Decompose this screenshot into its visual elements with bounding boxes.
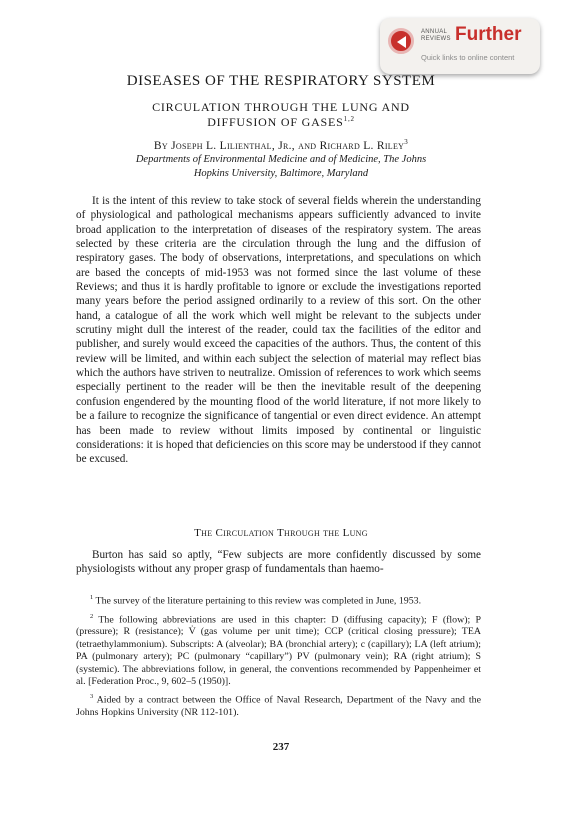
badge-further-label: Further [455, 24, 522, 45]
footnote-1: $^1$ The survey of the literature pertaining to this review was completed in June, 1953. [90, 594, 422, 607]
footnote-3: $^3$ Aided by a contract between the Office of Naval Research, Department of the Navy and the Johns Hopkins University (NR 112-101). [76, 693, 481, 719]
footnote-2: $^2$ The following abbreviations are used in this chapter: D (diffusing capacity); F (flow); P (pressure); R (resistance); V̇ (gas volume per unit time); CCP (critical closing pressure); TEA (tetraethylammonium). Subscripts: A (alveolar); BA (bronchial artery); c (capillary); LA (left atrium); PA (pulmonary artery); PC (pulmonary “capillary”) PV (pulmonary vein); RA (right atrium); S (systemic). The abbreviations follow, in general, the conventions recommended by Pappenheimer et al. [Federation Proc., 9, 602–5 (1950)]. [76, 612, 481, 688]
section-paragraph: Burton has said so aptly, “Few subjects are more confidently discussed by some physiologists without any proper grasp of fundamentals than haemo- [76, 549, 481, 576]
affiliation-line2: Hopkins University, Baltimore, Maryland [193, 168, 369, 179]
page-number: 237 [272, 741, 290, 753]
intro-paragraph: It is the intent of this review to take stock of several fields wherein the understanding of physiological and pathological mechanisms appears sufficiently advanced to invite broad application to the interpretation of diseases of the respiratory system. The areas selected by these criteria are the circulation through the lung and the diffusion of respiratory gases. The body of observations, interpretations, and speculations on which are based the concepts of mid-1953 was not formed since the last volume of these Reviews; and thus it is hardly profitable to ignore or exclude the investigations reported many years before the period assigned ordinarily to a review of this sort. On the other hand, a catalogue of all the work which well might be relevant to the subjects under scrutiny might dull the interest of the reader, could tax the facilities of the editor and publisher, and surely would exceed the capacities of the authors. Thus, the content of this review will be limited, and within each subject the selection of material may reflect bias which the authors have striven to neutralize. Omission of references to work which seems especially pertinent to the reader will be then the inevitable result of the deepening confusion engendered by the mounting flood of the world literature, if not more likely to be a failure to recognize the significance of tangential or even direct evidence. An attempt has been made to review without limits imposed by continental or linguistic considerations: it is hoped that deficiencies on this score may be understood if they cannot be excused. [76, 195, 481, 466]
article-subtitle-line1: CIRCULATION THROUGH THE LUNG AND [152, 100, 410, 114]
page-title: DISEASES OF THE RESPIRATORY SYSTEM [126, 73, 436, 89]
play-arrow-icon [388, 28, 414, 54]
author-byline: By Joseph L. Lilienthal, Jr., and Richard L. Riley$^3$ [153, 138, 409, 152]
affiliation-line1: Departments of Environmental Medicine and of Medicine, The Johns [135, 154, 427, 165]
badge-brand: ANNUAL REVIEWS [421, 29, 451, 42]
badge-subtext: Quick links to online content [421, 53, 515, 62]
footnotes [76, 592, 481, 723]
section-heading: The Circulation Through the Lung [194, 527, 368, 539]
annual-reviews-further-badge[interactable] [380, 18, 540, 74]
article-subtitle-line2: DIFFUSION OF GASES$^{1,2}$ [207, 115, 355, 129]
